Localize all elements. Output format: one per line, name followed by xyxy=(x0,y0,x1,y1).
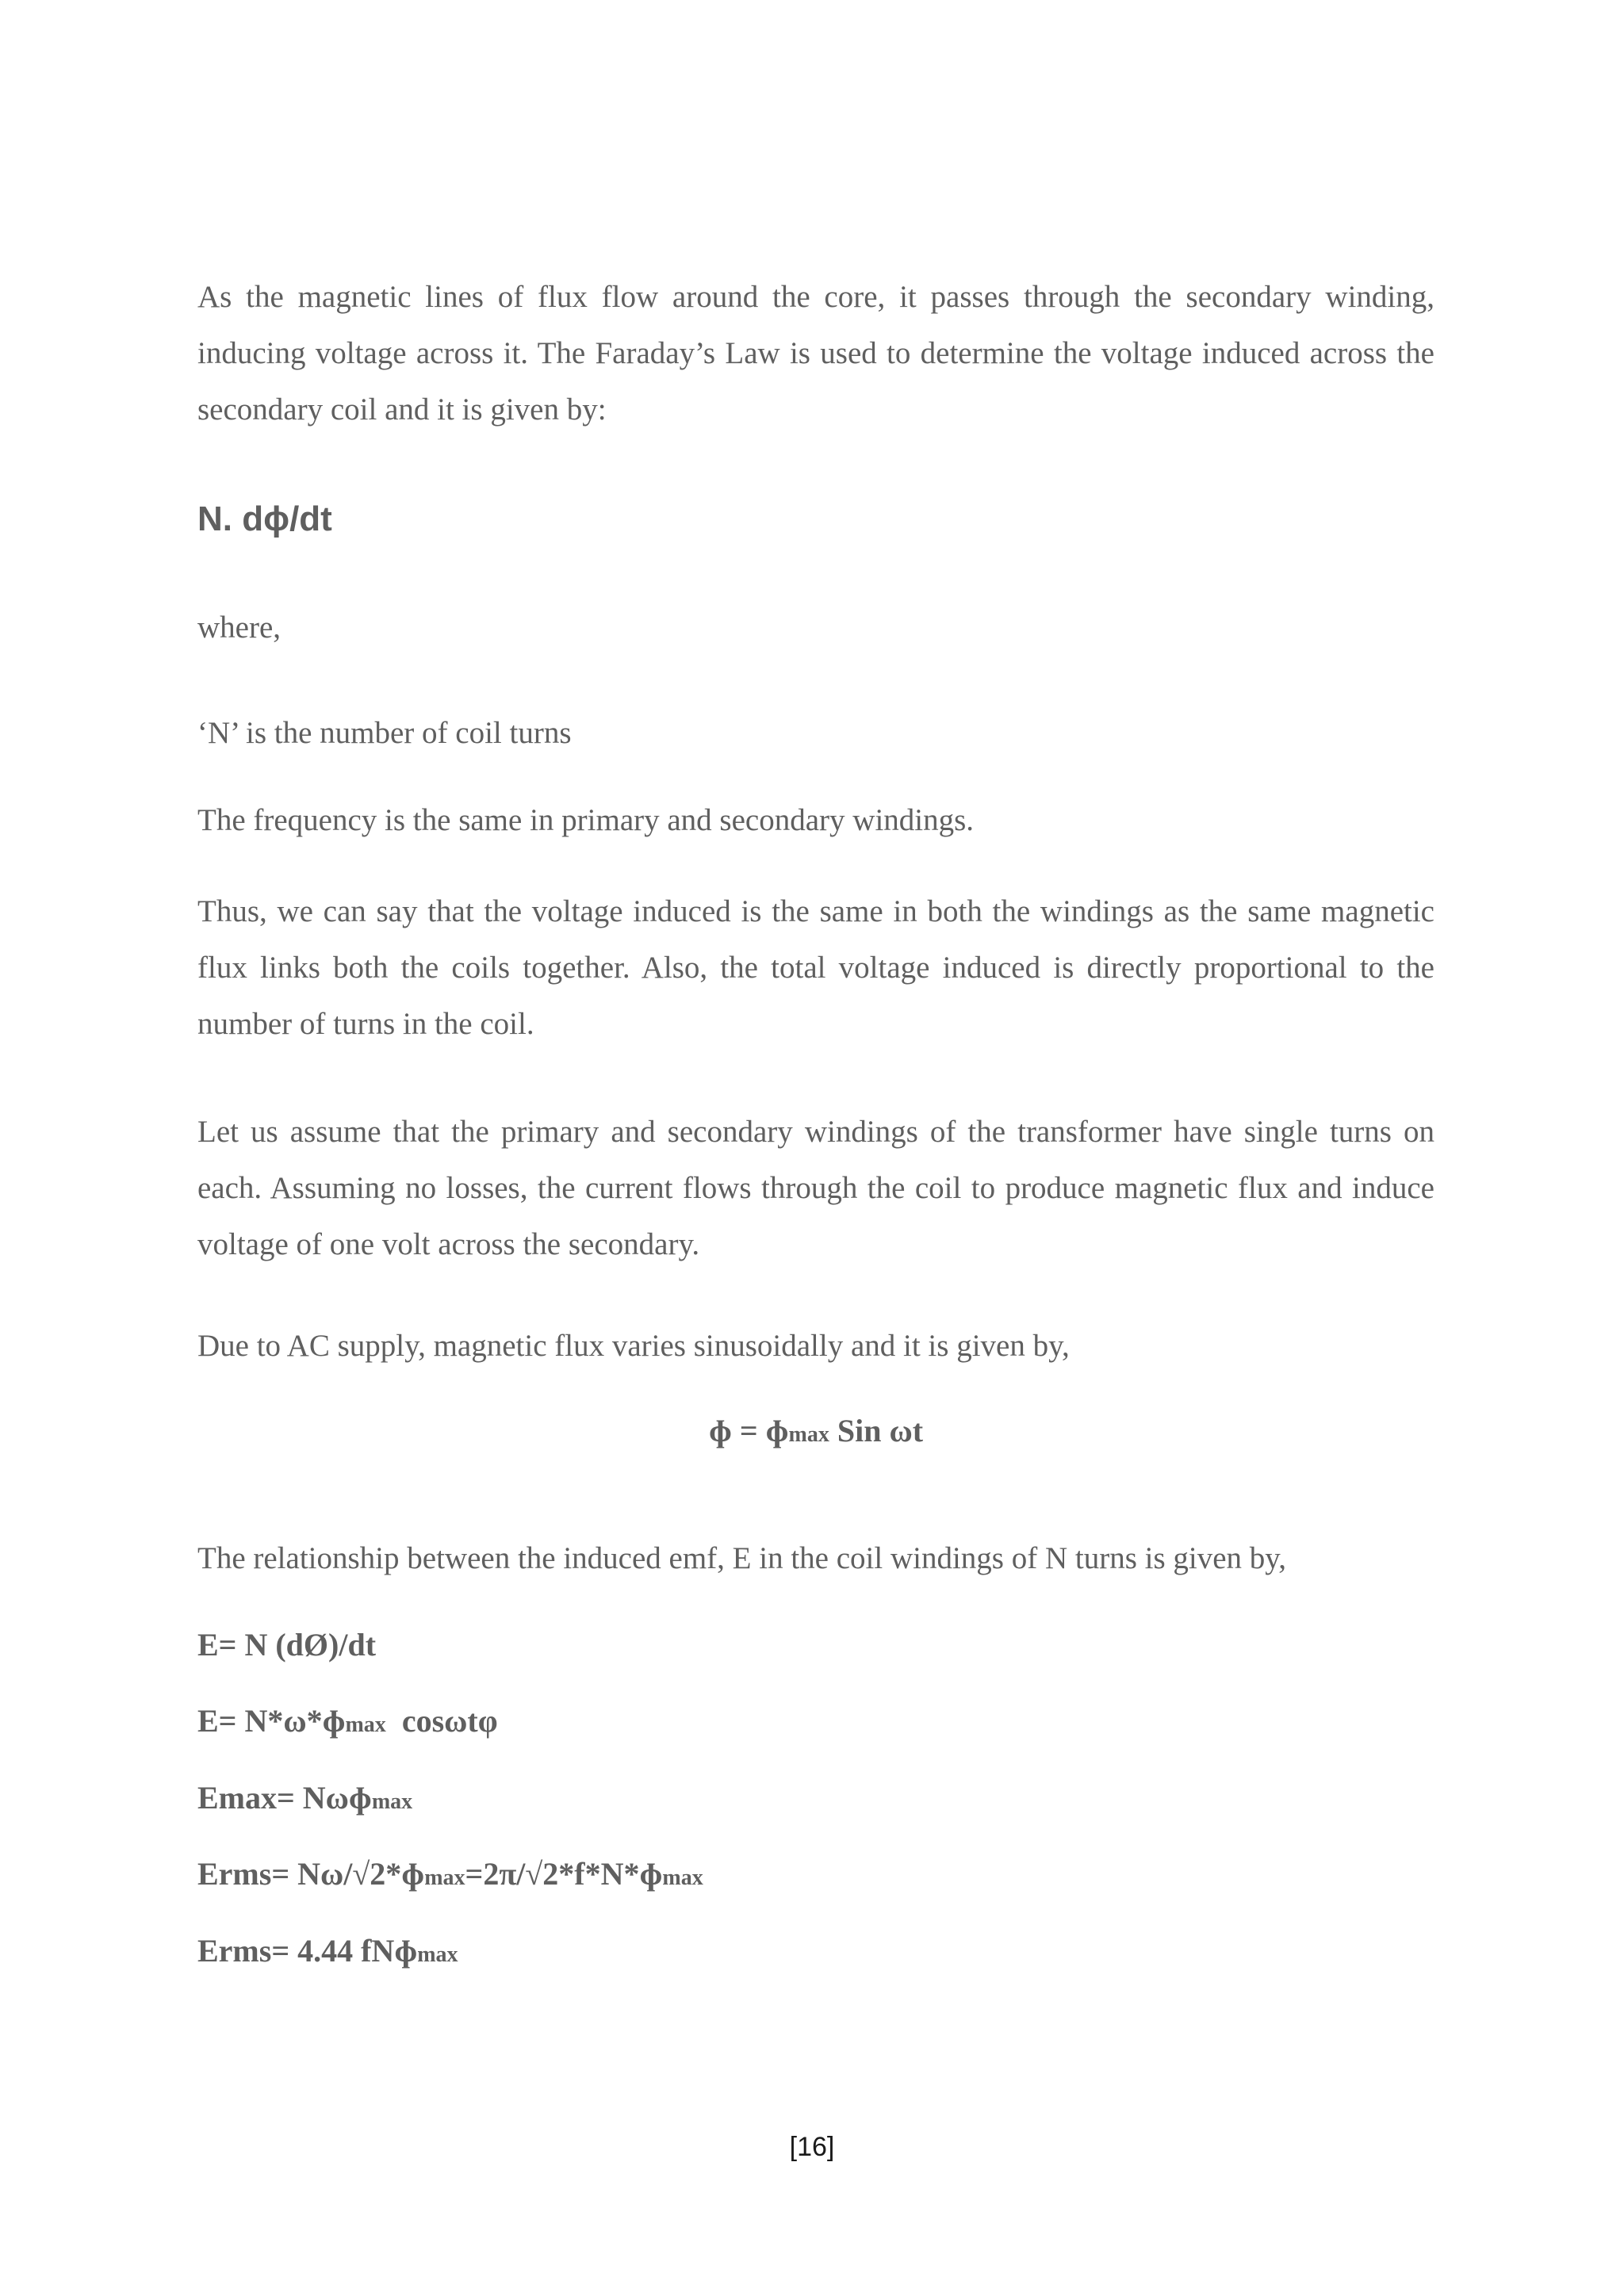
flux-equation-rhs: Sin ωt xyxy=(829,1413,924,1448)
n-definition: ‘N’ is the number of coil turns xyxy=(197,716,572,750)
equation-erms-derivation xyxy=(197,1850,703,1902)
flux-equation-lhs: ɸ = ɸ xyxy=(708,1413,789,1448)
paragraph-assumption: Let us assume that the primary and secondary windings of the transformer have single turns on each. Assuming no losses, the current flows through the coil to produce magnetic flux and induce voltage of one volt across the secondary. xyxy=(197,1115,1434,1261)
frequency-statement: The frequency is the same in primary and secondary windings. xyxy=(197,803,975,837)
equation-e-cos-part1: E= N*ω*ɸ xyxy=(197,1703,346,1739)
paragraph-relationship: The relationship between the induced emf, E in the coil windings of N turns is given by, xyxy=(197,1541,1286,1575)
equation-erms-final-part1: Erms= 4.44 fNɸ xyxy=(197,1933,418,1969)
equation-e-cos-subscript: max xyxy=(345,1712,386,1737)
where-label: where, xyxy=(197,610,282,645)
equation-erms-part2: =2π/√2*f*N*ɸ xyxy=(465,1856,663,1892)
equation-emax-subscript: max xyxy=(371,1789,413,1814)
paragraph-faraday-intro: As the magnetic lines of flux flow around the core, it passes through the secondary winding, inducing voltage across it. The Faraday’s Law is used to determine the voltage induced across the secondary coil and it is given by: xyxy=(197,280,1434,427)
flux-equation xyxy=(197,1407,1434,1459)
page-number: [16] xyxy=(789,2132,835,2162)
flux-equation-subscript: max xyxy=(788,1422,829,1447)
equation-erms-subscript-2: max xyxy=(662,1866,703,1890)
equation-emax xyxy=(197,1774,412,1826)
equation-erms-final xyxy=(197,1927,458,1979)
paragraph-ac-supply: Due to AC supply, magnetic flux varies sinusoidally and it is given by, xyxy=(197,1329,1070,1363)
equation-emax-part1: Emax= Nωɸ xyxy=(197,1780,372,1816)
equation-e-derivative: E= N (dØ)/dt xyxy=(197,1627,377,1663)
equation-e-cos xyxy=(197,1697,498,1749)
equation-e-cos-part2: cosωtφ xyxy=(385,1703,498,1739)
equation-erms-final-subscript: max xyxy=(417,1942,458,1967)
faraday-equation-heading: N. dɸ/dt xyxy=(197,499,332,538)
paragraph-voltage-induced: Thus, we can say that the voltage induced is the same in both the windings as the same magnetic flux links both the coils together. Also, the total voltage induced is directly proportional to the number of turns in the coil. xyxy=(197,894,1434,1041)
equation-erms-subscript-1: max xyxy=(424,1866,465,1890)
equation-erms-part1: Erms= Nω/√2*ɸ xyxy=(197,1856,425,1892)
